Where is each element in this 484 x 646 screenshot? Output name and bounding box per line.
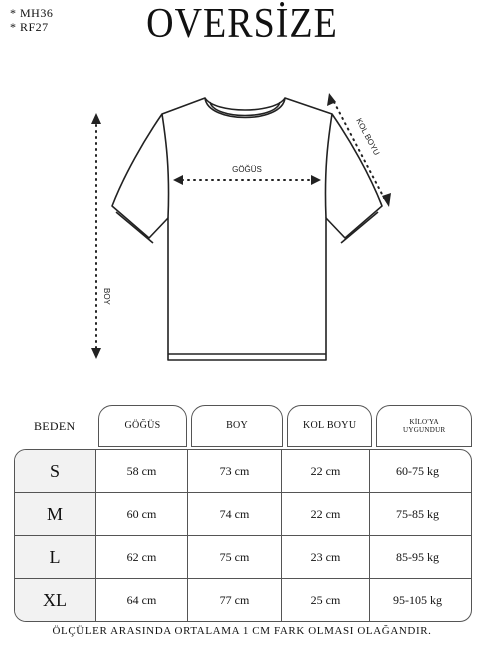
chest-label: GÖĞÜS [232, 165, 262, 174]
length-measure-arrow [91, 113, 101, 359]
sleeve-cell: 25 cm [281, 579, 369, 621]
size-cell: S [15, 450, 95, 492]
size-cell: M [15, 493, 95, 535]
header-weight-line2: UYGUNDUR [402, 426, 446, 434]
header-weight [376, 405, 472, 447]
header-size: BEDEN [34, 419, 76, 433]
weight-cell: 85-95 kg [369, 536, 465, 578]
header-chest: GÖĞÜS [98, 405, 188, 447]
sleeve-cell: 22 cm [281, 493, 369, 535]
table-row [15, 535, 471, 578]
header-sleeve: KOL BOYU [287, 405, 373, 447]
sleeve-cell: 22 cm [281, 450, 369, 492]
header-length: BOY [191, 405, 283, 447]
tshirt-diagram-svg [0, 80, 484, 390]
table-row [15, 578, 471, 621]
sleeve-cell: 23 cm [281, 536, 369, 578]
size-cell: L [15, 536, 95, 578]
chest-cell: 60 cm [95, 493, 187, 535]
chest-cell: 62 cm [95, 536, 187, 578]
size-table-header [14, 405, 472, 447]
sleeve-label: KOL BOYU [354, 116, 382, 157]
length-cell: 74 cm [187, 493, 281, 535]
product-code: * MH36 [10, 6, 54, 20]
weight-cell: 60-75 kg [369, 450, 465, 492]
length-cell: 75 cm [187, 536, 281, 578]
tshirt-measurement-diagram [0, 80, 484, 390]
tshirt-outline-icon [112, 98, 382, 360]
chest-cell: 64 cm [95, 579, 187, 621]
footer-note: ÖLÇÜLER ARASINDA ORTALAMA 1 CM FARK OLMASI OLAĞANDIR. [52, 625, 432, 637]
length-cell: 73 cm [187, 450, 281, 492]
weight-cell: 95-105 kg [369, 579, 465, 621]
chest-measure-arrow [173, 175, 321, 185]
length-cell: 77 cm [187, 579, 281, 621]
size-table-body [14, 449, 472, 622]
weight-cell: 75-85 kg [369, 493, 465, 535]
size-table [14, 405, 472, 622]
product-code: * RF27 [10, 20, 49, 34]
table-row [15, 450, 471, 492]
header-weight-line1: KİLO'YA [409, 418, 439, 426]
length-label: BOY [102, 288, 111, 305]
chest-cell: 58 cm [95, 450, 187, 492]
size-cell: XL [15, 579, 95, 621]
table-row [15, 492, 471, 535]
sleeve-measure-arrow [327, 93, 391, 207]
page-title: OVERSİZE [146, 0, 338, 48]
